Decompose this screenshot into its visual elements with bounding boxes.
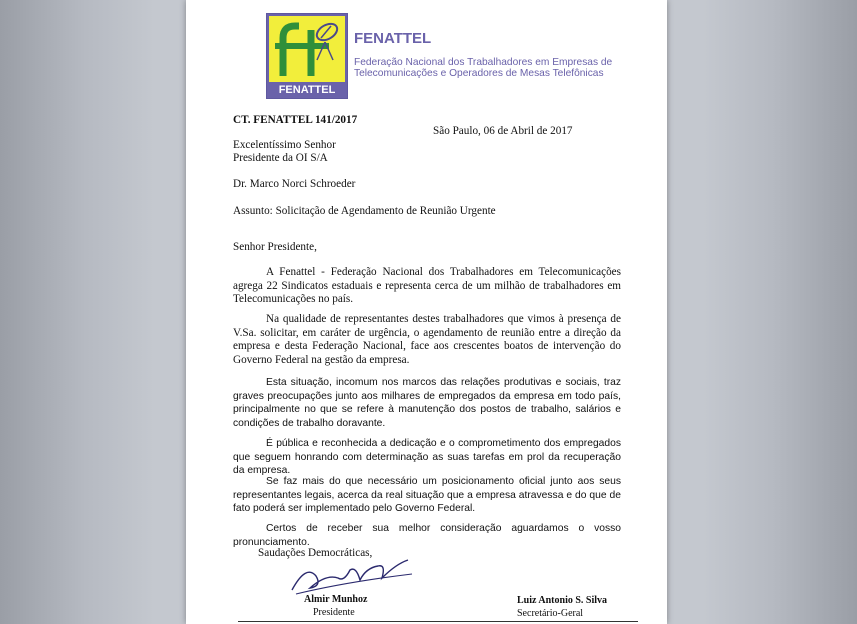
logo-emblem [269,16,345,82]
recipient-name: Dr. Marco Norci Schroeder [233,178,356,190]
letter-date: São Paulo, 06 de Abril de 2017 [433,125,573,137]
body-paragraph-4: É pública e reconhecida a dedicação e o comprometimento dos empregados que seguem honrando com determinação as suas tarefas em prol da recuperação da empresa. [233,438,621,476]
body-paragraph-6: Certos de receber sua melhor consideração aguardamos o vosso pronunciamento. [233,523,621,548]
subject-line: Assunto: Solicitação de Agendamento de Reunião Urgente [233,205,496,217]
org-full-line1: Federação Nacional dos Trabalhadores em Empresas de [354,57,613,68]
fenattel-logo [266,13,348,99]
footer-rule [238,621,638,622]
org-full-name [354,57,654,79]
salutation: Senhor Presidente, [233,241,317,253]
reference-number: CT. FENATTEL 141/2017 [233,114,358,126]
logo-text: FENATTEL [278,84,336,96]
signatory-1-name: Almir Munhoz [304,594,368,605]
recipient-title: Excelentíssimo Senhor [233,139,336,151]
body-paragraph-5: Se faz mais do que necessário um posicionamento oficial junto aos seus representantes legais, acerca da real situação que a empresa atravessa e do que de fato poderá ser implementado pelo Governo Federal. [233,476,621,514]
body-paragraph-2: Na qualidade de representantes destes trabalhadores que vimos à presença de V.Sa. solicitar, em caráter de urgência, o agendamento de reunião entre a direção da empresa e desta Federação Nacional, face aos crescentes boatos de intervenção do Governo Federal na gestão da empresa. [233,313,621,366]
body-paragraph-3: Esta situação, incomum nos marcos das relações produtivas e sociais, traz graves preocupações junto aos milhares de empregados da empresa em todo país, principalmente no que se refere à manutenção dos postos de trabalho, salários e condições de trabalho doravante. [233,377,621,429]
closing: Saudações Democráticas, [258,547,373,559]
recipient-position: Presidente da OI S/A [233,152,328,164]
signatory-2-name: Luiz Antonio S. Silva [517,595,608,606]
antenna-icon [269,16,347,82]
org-name: FENATTEL [354,30,432,47]
handwritten-signature [286,556,416,598]
signatory-2-role: Secretário-Geral [517,608,584,619]
signatory-1-role: Presidente [313,607,355,618]
body-paragraph-1: A Fenattel - Federação Nacional dos Trabalhadores em Telecomunicações agrega 22 Sindicatos estaduais e representa cerca de um milhão de trabalhadores em Telecomunicações no país. [233,266,621,305]
document-page [186,0,667,624]
org-full-line2: Telecomunicações e Operadores de Mesas Telefônicas [354,68,604,79]
